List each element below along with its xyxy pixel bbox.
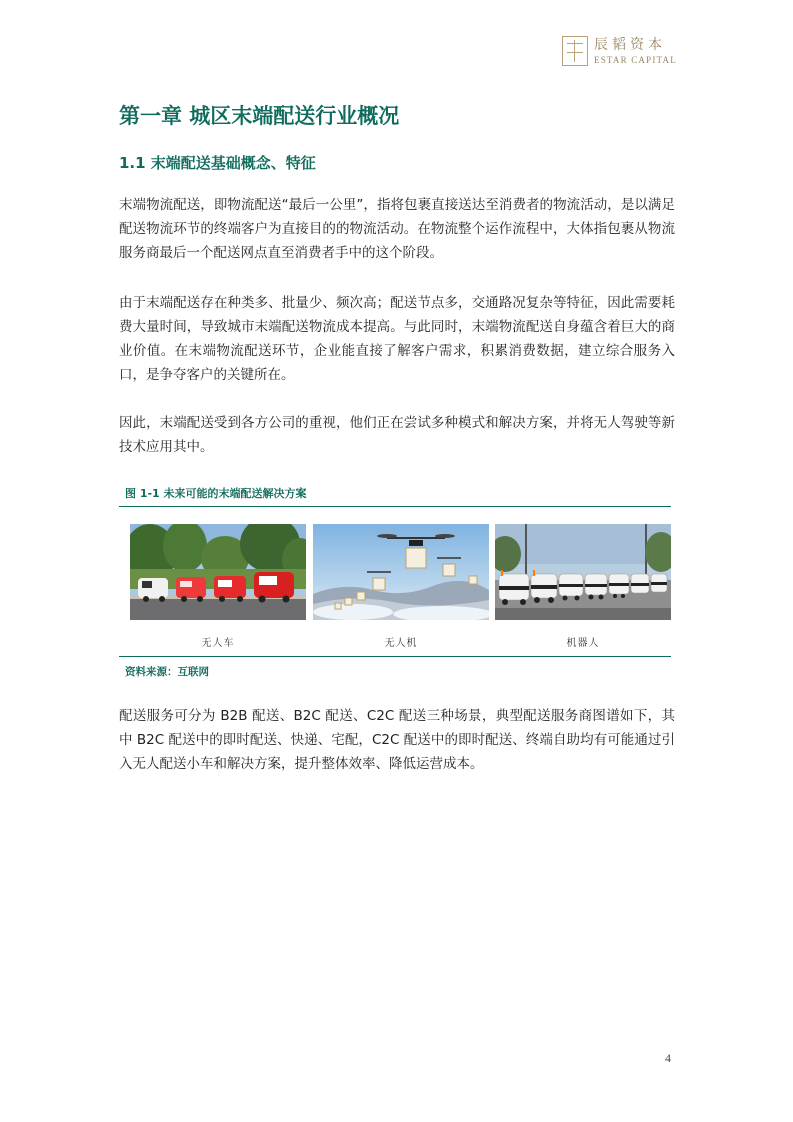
section-title: 1.1 末端配送基础概念、特征	[119, 154, 316, 172]
caption-vehicle: 无人车	[201, 638, 235, 649]
figure-bottom-rule	[119, 656, 671, 657]
figure-title: 图 1-1 未来可能的末端配送解决方案	[125, 487, 307, 500]
chapter-title: 第一章 城区末端配送行业概况	[119, 104, 400, 128]
figure-top-rule	[119, 506, 671, 507]
delivery-robot-photo	[495, 524, 671, 620]
logo-seal-icon	[562, 36, 588, 66]
caption-robot: 机器人	[566, 638, 600, 649]
figure-source: 资料来源：互联网	[125, 666, 209, 678]
paragraph-4: 配送服务可分为 B2B 配送、B2C 配送、C2C 配送三种场景，典型配送服务商图谱如下，其中 B2C 配送中的即时配送、快递、宅配，C2C 配送中的即时配送、终端自助均有可能通过引入无人配送小车和解决方案，提升整体效率、降低运营成本。	[119, 708, 675, 772]
caption-drone: 无人机	[384, 638, 418, 649]
brand-logo	[562, 36, 677, 66]
paragraph-2: 由于末端配送存在种类多、批量少、频次高；配送节点多，交通路况复杂等特征，因此需要耗费大量时间，导致城市末端配送物流成本提高。与此同时，末端物流配送自身蕴含着巨大的商业价值。在末端物流配送环节，企业能直接了解客户需求，积累消费数据，建立综合服务入口，是争夺客户的关键所在。	[119, 295, 675, 383]
logo-text	[594, 38, 677, 65]
delivery-drone-photo	[313, 524, 489, 620]
paragraph-3: 因此，末端配送受到各方公司的重视，他们正在尝试多种模式和解决方案，并将无人驾驶等新技术应用其中。	[119, 415, 675, 455]
paragraph-1: 末端物流配送，即物流配送“最后一公里”，指将包裹直接送达至消费者的物流活动，是以满足配送物流环节的终端客户为直接目的的物流活动。在物流整个运作流程中，大体指包裹从物流服务商最后一个配送网点直至消费者手中的这个阶段。	[119, 197, 675, 261]
page-number: 4	[665, 1051, 671, 1065]
delivery-vehicle-photo	[130, 524, 306, 620]
brand-name-en: ESTAR CAPITAL	[594, 54, 677, 65]
brand-name-cn: 辰韬资本	[594, 36, 666, 53]
